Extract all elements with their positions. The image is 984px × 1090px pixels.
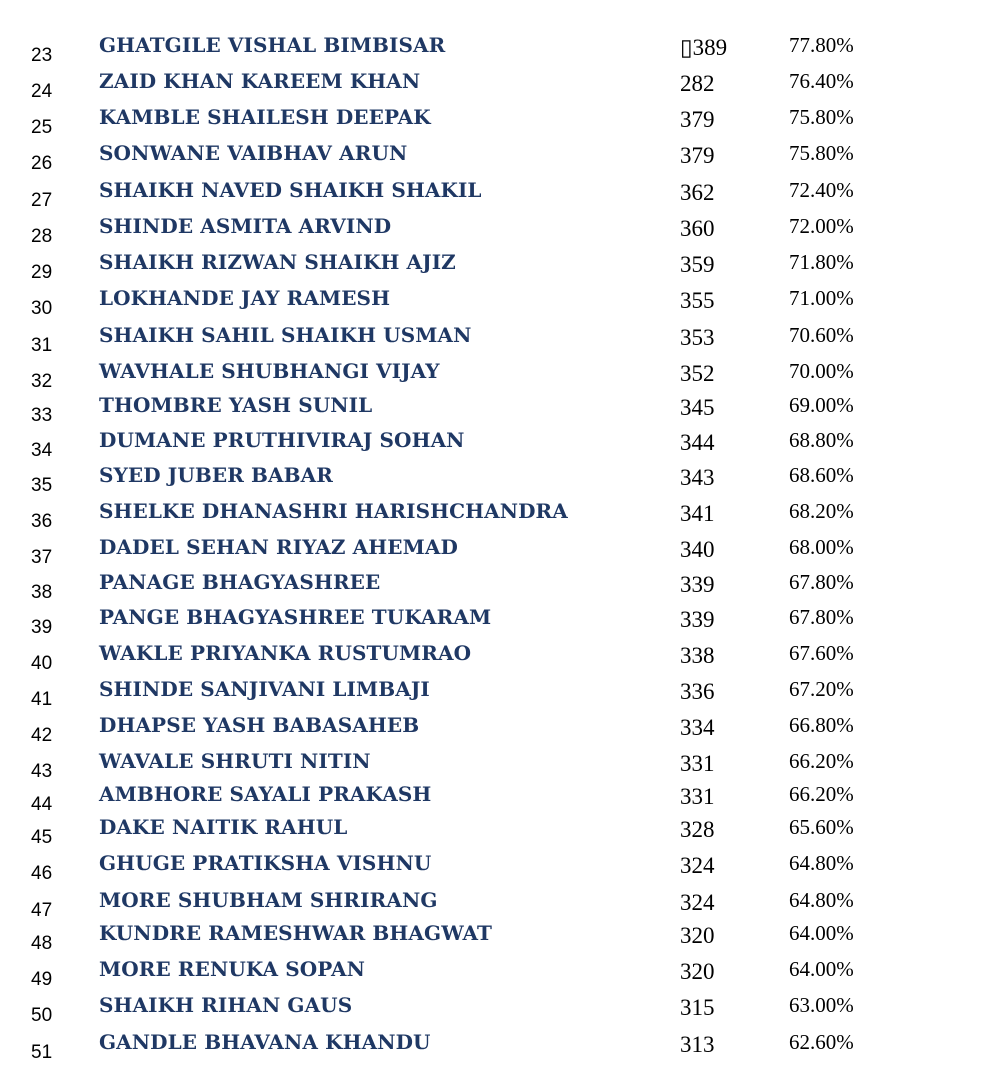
marks-value: 355 xyxy=(680,288,715,313)
student-name: THOMBRE YASH SUNIL xyxy=(99,393,373,417)
table-row xyxy=(0,535,984,571)
student-name: SHINDE ASMITA ARVIND xyxy=(99,214,392,238)
student-name: SHAIKH RIHAN GAUS xyxy=(99,993,353,1017)
serial-number: 36 xyxy=(31,511,53,532)
percentage-value: 69.00% xyxy=(789,393,854,417)
marks-value: 320 xyxy=(680,923,715,948)
student-name: PANAGE BHAGYASHREE xyxy=(99,570,381,594)
serial-number: 47 xyxy=(31,900,53,921)
percentage-value: 67.60% xyxy=(789,641,854,665)
percentage-value: 66.20% xyxy=(789,782,854,806)
marks-value: 360 xyxy=(680,216,715,241)
serial-number: 45 xyxy=(31,827,53,848)
percentage-value: 67.80% xyxy=(789,570,854,594)
percentage-value: 72.40% xyxy=(789,178,854,202)
percentage-value: 64.80% xyxy=(789,851,854,875)
serial-number: 28 xyxy=(31,226,53,247)
table-row xyxy=(0,499,984,535)
table-row xyxy=(0,815,984,851)
student-name: SHAIKH NAVED SHAIKH SHAKIL xyxy=(99,178,482,202)
serial-number: 27 xyxy=(31,190,53,211)
student-name: GHATGILE VISHAL BIMBISAR xyxy=(99,33,446,57)
table-row xyxy=(0,1030,984,1066)
marks-value: ▯389 xyxy=(680,35,728,60)
student-name: LOKHANDE JAY RAMESH xyxy=(99,286,391,310)
percentage-value: 65.60% xyxy=(789,815,854,839)
student-name: WAKLE PRIYANKA RUSTUMRAO xyxy=(99,641,472,665)
percentage-value: 66.20% xyxy=(789,749,854,773)
marks-value: 315 xyxy=(680,995,715,1020)
marks-value: 339 xyxy=(680,572,715,597)
percentage-value: 71.80% xyxy=(789,250,854,274)
marks-value: 359 xyxy=(680,252,715,277)
table-row xyxy=(0,957,984,993)
percentage-value: 64.00% xyxy=(789,957,854,981)
percentage-value: 63.00% xyxy=(789,993,854,1017)
marks-value: 344 xyxy=(680,430,715,455)
marks-value: 324 xyxy=(680,890,715,915)
student-name: PANGE BHAGYASHREE TUKARAM xyxy=(99,605,492,629)
percentage-value: 71.00% xyxy=(789,286,854,310)
serial-number: 32 xyxy=(31,371,53,392)
serial-number: 41 xyxy=(31,689,53,710)
marks-value: 338 xyxy=(680,643,715,668)
table-row xyxy=(0,641,984,677)
student-name: KAMBLE SHAILESH DEEPAK xyxy=(99,105,431,129)
table-row xyxy=(0,921,984,957)
marks-value: 328 xyxy=(680,817,715,842)
table-row xyxy=(0,677,984,713)
student-name: GHUGE PRATIKSHA VISHNU xyxy=(99,851,432,875)
table-row xyxy=(0,782,984,818)
percentage-value: 68.60% xyxy=(789,463,854,487)
student-name: ZAID KHAN KAREEM KHAN xyxy=(99,69,421,93)
marks-value: 324 xyxy=(680,853,715,878)
marks-value: 331 xyxy=(680,751,715,776)
table-row xyxy=(0,69,984,105)
percentage-value: 76.40% xyxy=(789,69,854,93)
table-row xyxy=(0,393,984,429)
serial-number: 30 xyxy=(31,298,53,319)
percentage-value: 70.00% xyxy=(789,359,854,383)
percentage-value: 75.80% xyxy=(789,105,854,129)
serial-number: 39 xyxy=(31,617,53,638)
table-row xyxy=(0,323,984,359)
percentage-value: 67.20% xyxy=(789,677,854,701)
table-row xyxy=(0,570,984,606)
serial-number: 49 xyxy=(31,969,53,990)
percentage-value: 72.00% xyxy=(789,214,854,238)
table-row xyxy=(0,105,984,141)
student-name: SHINDE SANJIVANI LIMBAJI xyxy=(99,677,430,701)
table-row xyxy=(0,428,984,464)
percentage-value: 68.20% xyxy=(789,499,854,523)
percentage-value: 66.80% xyxy=(789,713,854,737)
student-name: WAVALE SHRUTI NITIN xyxy=(99,749,371,773)
serial-number: 26 xyxy=(31,153,53,174)
table-row xyxy=(0,214,984,250)
serial-number: 24 xyxy=(31,81,53,102)
percentage-value: 77.80% xyxy=(789,33,854,57)
serial-number: 34 xyxy=(31,440,53,461)
serial-number: 25 xyxy=(31,117,53,138)
student-name: MORE SHUBHAM SHRIRANG xyxy=(99,888,438,912)
student-name: DHAPSE YASH BABASAHEB xyxy=(99,713,420,737)
table-row xyxy=(0,141,984,177)
marks-value: 339 xyxy=(680,607,715,632)
marks-value: 320 xyxy=(680,959,715,984)
serial-number: 43 xyxy=(31,761,53,782)
table-row xyxy=(0,749,984,785)
percentage-value: 70.60% xyxy=(789,323,854,347)
marks-value: 379 xyxy=(680,143,715,168)
table-row xyxy=(0,605,984,641)
serial-number: 40 xyxy=(31,653,53,674)
marks-value: 331 xyxy=(680,784,715,809)
serial-number: 29 xyxy=(31,262,53,283)
table-row xyxy=(0,250,984,286)
serial-number: 48 xyxy=(31,933,53,954)
table-row xyxy=(0,713,984,749)
marks-value: 340 xyxy=(680,537,715,562)
percentage-value: 62.60% xyxy=(789,1030,854,1054)
serial-number: 38 xyxy=(31,582,53,603)
marks-value: 353 xyxy=(680,325,715,350)
marks-value: 343 xyxy=(680,465,715,490)
marks-value: 336 xyxy=(680,679,715,704)
student-name: MORE RENUKA SOPAN xyxy=(99,957,365,981)
table-row xyxy=(0,463,984,499)
student-name: KUNDRE RAMESHWAR BHAGWAT xyxy=(99,921,492,945)
student-name: DAKE NAITIK RAHUL xyxy=(99,815,348,839)
serial-number: 35 xyxy=(31,475,53,496)
student-name: SHAIKH SAHIL SHAIKH USMAN xyxy=(99,323,472,347)
serial-number: 46 xyxy=(31,863,53,884)
student-name: AMBHORE SAYALI PRAKASH xyxy=(99,782,432,806)
marks-value: 352 xyxy=(680,361,715,386)
table-row xyxy=(0,359,984,395)
student-name: SONWANE VAIBHAV ARUN xyxy=(99,141,408,165)
student-name: SHELKE DHANASHRI HARISHCHANDRA xyxy=(99,499,568,523)
table-row xyxy=(0,286,984,322)
marks-value: 345 xyxy=(680,395,715,420)
marks-value: 341 xyxy=(680,501,715,526)
serial-number: 31 xyxy=(31,335,53,356)
student-name: WAVHALE SHUBHANGI VIJAY xyxy=(99,359,440,383)
percentage-value: 75.80% xyxy=(789,141,854,165)
table-row xyxy=(0,888,984,924)
serial-number: 33 xyxy=(31,405,53,426)
marks-value: 282 xyxy=(680,71,715,96)
marks-value: 379 xyxy=(680,107,715,132)
serial-number: 42 xyxy=(31,725,53,746)
percentage-value: 64.80% xyxy=(789,888,854,912)
student-name: GANDLE BHAVANA KHANDU xyxy=(99,1030,431,1054)
table-row xyxy=(0,851,984,887)
serial-number: 23 xyxy=(31,45,53,66)
marks-value: 313 xyxy=(680,1032,715,1057)
table-row xyxy=(0,33,984,69)
serial-number: 50 xyxy=(31,1005,53,1026)
serial-number: 51 xyxy=(31,1042,53,1063)
percentage-value: 68.00% xyxy=(789,535,854,559)
serial-number: 44 xyxy=(31,794,53,815)
serial-number: 37 xyxy=(31,547,53,568)
student-name: SYED JUBER BABAR xyxy=(99,463,333,487)
table-row xyxy=(0,178,984,214)
student-name: DUMANE PRUTHIVIRAJ SOHAN xyxy=(99,428,465,452)
percentage-value: 67.80% xyxy=(789,605,854,629)
percentage-value: 68.80% xyxy=(789,428,854,452)
student-name: SHAIKH RIZWAN SHAIKH AJIZ xyxy=(99,250,456,274)
marks-value: 362 xyxy=(680,180,715,205)
table-row xyxy=(0,993,984,1029)
percentage-value: 64.00% xyxy=(789,921,854,945)
marks-value: 334 xyxy=(680,715,715,740)
student-name: DADEL SEHAN RIYAZ AHEMAD xyxy=(99,535,458,559)
